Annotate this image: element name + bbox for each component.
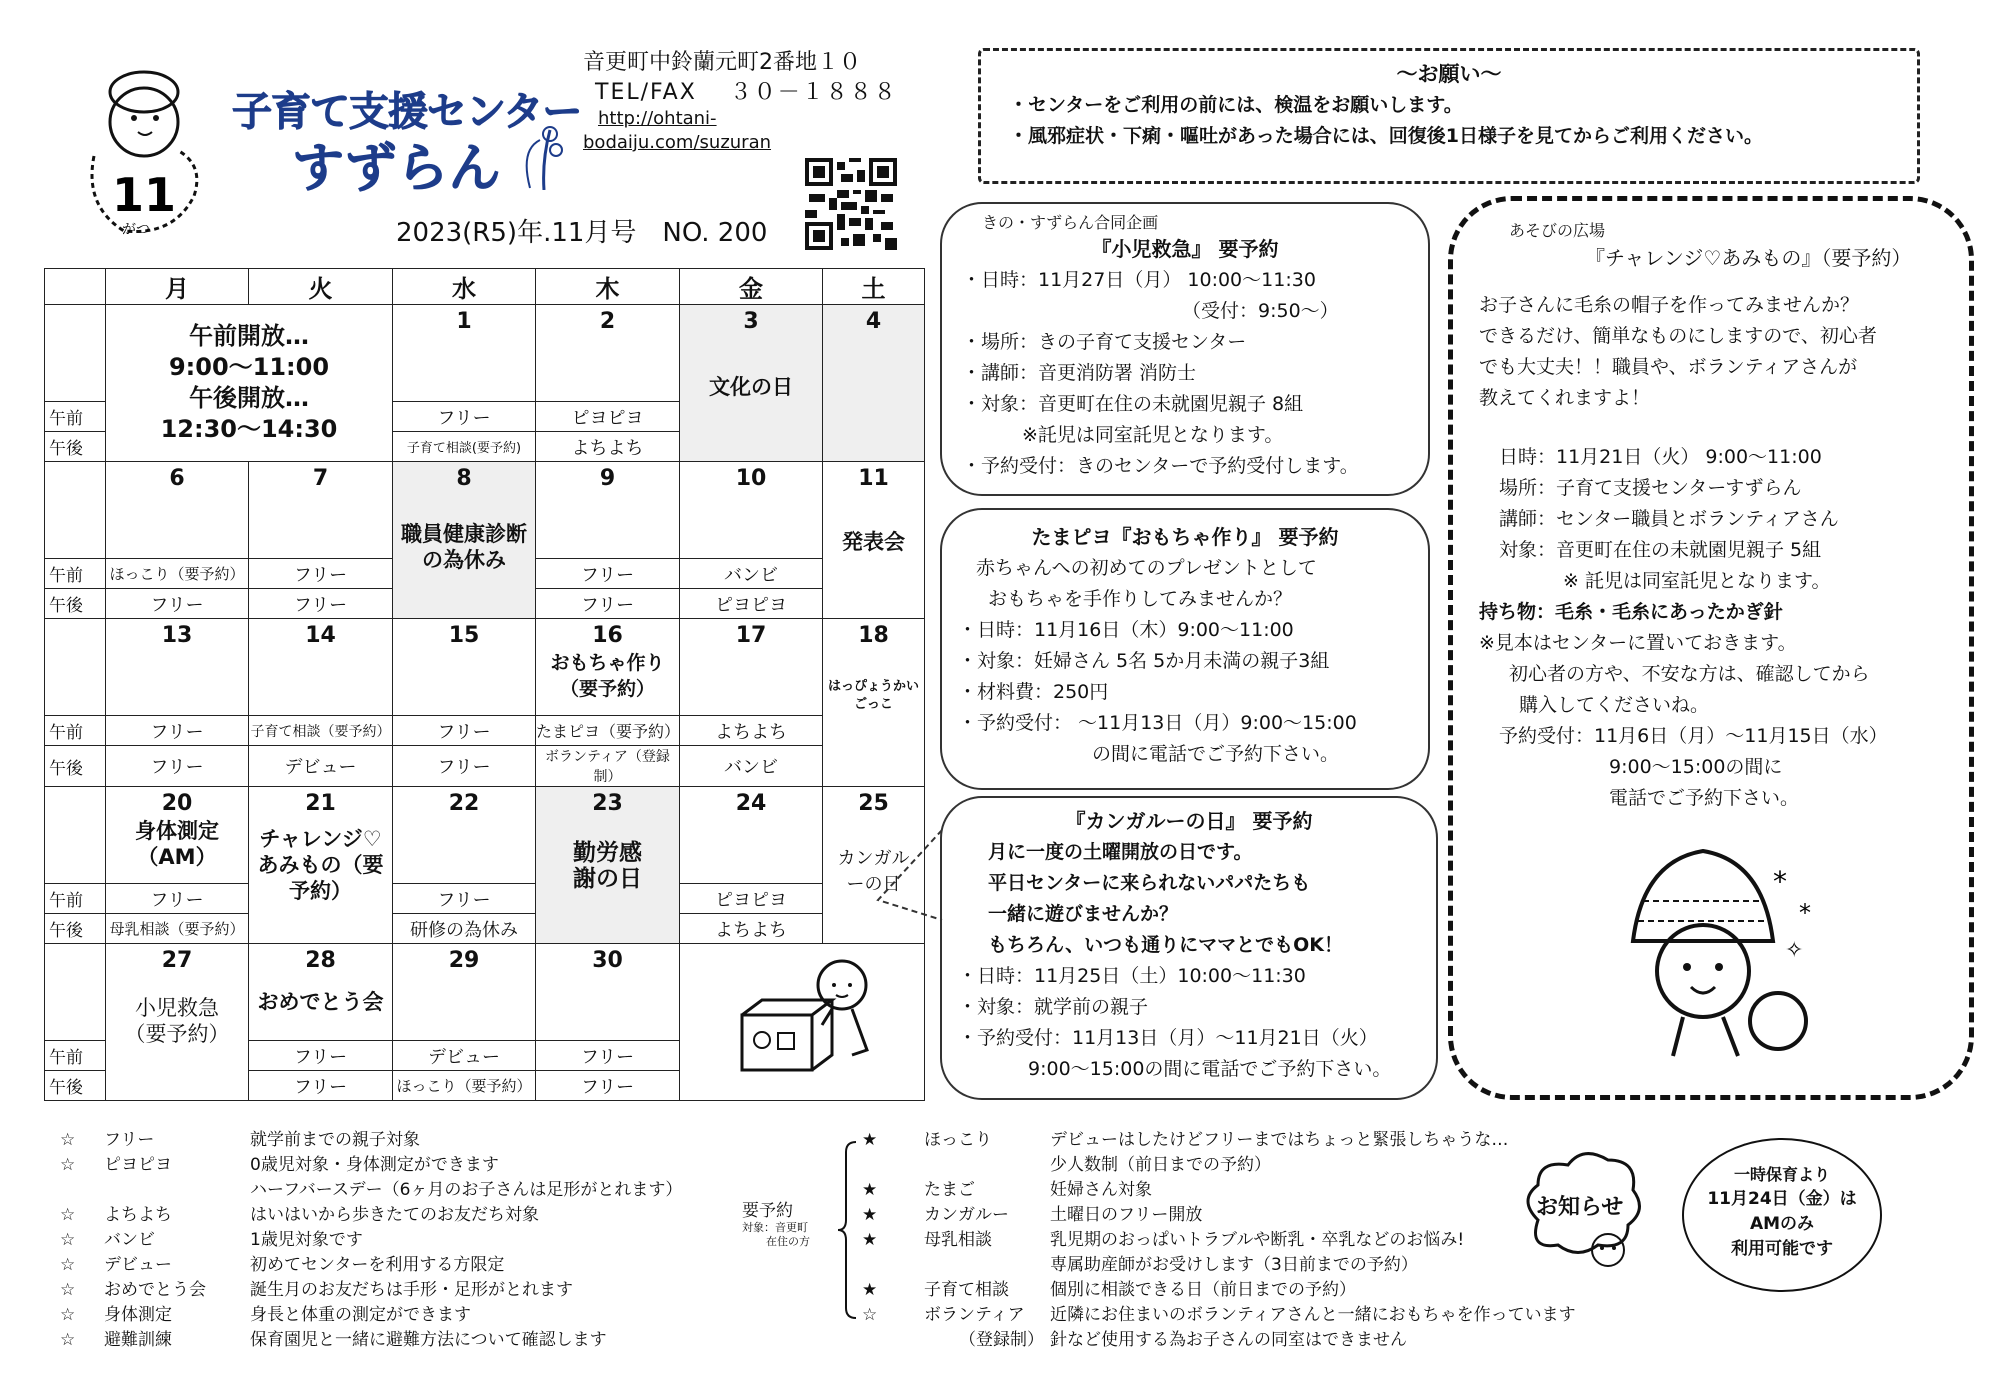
legend-row bbox=[862, 1228, 1576, 1253]
am-label: 午前 bbox=[45, 559, 106, 589]
website-link-1[interactable]: http://ohtani- bbox=[598, 108, 717, 129]
kangaroo-line: 月に一度の土曜開放の日です。 bbox=[988, 841, 1253, 863]
day-cell bbox=[393, 619, 536, 716]
day-number: 16 bbox=[592, 623, 623, 648]
kyukyu-line: きの・すずらん合同企画 bbox=[982, 213, 1159, 232]
legend-name: 母乳相談 bbox=[924, 1230, 992, 1250]
asobi-line: 講師：センター職員とボランティアさん bbox=[1499, 508, 1839, 530]
address-line: 音更町中鈴蘭元町2番地１０ bbox=[583, 50, 861, 75]
legend-name: おめでとう会 bbox=[104, 1280, 206, 1300]
kyukyu-line: ・場所：きの子育て支援センター bbox=[962, 331, 1247, 353]
legend-name: （登録制） bbox=[959, 1330, 1044, 1350]
label-blank bbox=[45, 305, 106, 402]
corner-cell bbox=[45, 269, 106, 305]
pm-slot: バンビ bbox=[680, 746, 823, 787]
asobi-line: 持ち物：毛糸・毛糸にあったかぎ針 bbox=[1479, 601, 1783, 623]
am-label: 午前 bbox=[45, 402, 106, 432]
am-slot: デビュー bbox=[393, 1041, 536, 1071]
day-number: 17 bbox=[735, 623, 767, 648]
legend-name: カンガルー bbox=[924, 1205, 1009, 1225]
oshirase-bubble bbox=[1682, 1138, 1882, 1292]
asobi-line: 予約受付：11月6日（月）～11月15日（水） bbox=[1499, 725, 1888, 747]
asobi-line: 9:00～15:00の間に bbox=[1609, 756, 1783, 778]
day-event: 発表会 bbox=[842, 530, 905, 554]
am-slot: よちよち bbox=[680, 716, 823, 746]
am-slot: フリー bbox=[106, 884, 249, 914]
day-event: 職員健康診断の為休み bbox=[401, 522, 527, 572]
opening-pm-label: 午後開放… bbox=[189, 384, 309, 412]
day-cell bbox=[680, 787, 823, 884]
day-cell bbox=[249, 619, 393, 716]
asobi-box bbox=[1448, 196, 1974, 1100]
oshirase-cloud-icon bbox=[1508, 1140, 1648, 1280]
day-number: 18 bbox=[858, 623, 889, 648]
am-slot: フリー bbox=[393, 884, 536, 914]
day-cell bbox=[680, 619, 823, 716]
legend-row bbox=[60, 1153, 682, 1178]
legend-desc: 針など使用する為お子さんの同室はできません bbox=[1050, 1330, 1407, 1350]
legend-desc: 誕生月のお友だちは手形・足形がとれます bbox=[250, 1280, 573, 1300]
day-cell bbox=[680, 462, 823, 559]
day-cell-holiday bbox=[536, 787, 680, 944]
legend-desc: 個別に相談できる日（前日までの予約） bbox=[1050, 1280, 1356, 1300]
asobi-line: できるだけ、簡単なものにしますので、初心者 bbox=[1479, 325, 1877, 347]
legend-row bbox=[862, 1203, 1576, 1228]
pm-slot: フリー bbox=[536, 1071, 680, 1101]
day-number: 4 bbox=[865, 309, 882, 334]
day-number: 9 bbox=[599, 466, 616, 491]
kyukyu-box bbox=[940, 202, 1430, 496]
oshirase-badge: お知らせ bbox=[1536, 1195, 1624, 1220]
kyukyu-line: ・対象：音更町在住の未就園児親子 8組 bbox=[962, 393, 1304, 415]
opening-pm-hours: 12:30～14:30 bbox=[160, 415, 338, 443]
legend-name: たまご bbox=[924, 1180, 975, 1200]
pm-label: 午後 bbox=[45, 589, 106, 619]
kangaroo-line: 一緒に遊びませんか？ bbox=[988, 903, 1179, 925]
legend-row bbox=[60, 1303, 682, 1328]
website-link-2[interactable]: bodaiju.com/suzuran bbox=[583, 132, 772, 153]
omocha-line: 赤ちゃんへの初めてのプレゼントとして bbox=[976, 557, 1317, 579]
kyukyu-line: ・日時：11月27日（月） 10:00～11:30 bbox=[962, 269, 1316, 291]
day-cell bbox=[106, 944, 249, 1101]
day-cell bbox=[249, 944, 393, 1041]
svg-text:✧: ✧ bbox=[1785, 938, 1804, 963]
day-cell bbox=[536, 944, 680, 1041]
oshirase-line: 一時保育より bbox=[1733, 1165, 1830, 1184]
kangaroo-line: もちろん、いつも通りにママとでもOK！ bbox=[988, 934, 1344, 956]
legend-desc: デビューはしたけどフリーまではちょっと緊張しちゃうな… bbox=[1050, 1130, 1509, 1150]
notice-title: ～お願い～ bbox=[1396, 62, 1502, 86]
day-event: 勤労感謝の日 bbox=[573, 840, 642, 892]
star-filled-icon: ★ bbox=[862, 1130, 878, 1150]
am-slot: フリー bbox=[393, 402, 536, 432]
legend-row bbox=[862, 1278, 1576, 1303]
yoyaku-sub: 在住の方 bbox=[766, 1235, 810, 1248]
am-slot: ほっこり（要予約） bbox=[106, 559, 249, 589]
oshirase-line: 11月24日（金）は bbox=[1707, 1189, 1857, 1209]
legend-desc: 妊婦さん対象 bbox=[1050, 1180, 1152, 1200]
legend-row bbox=[60, 1253, 682, 1278]
notice-line: ・風邪症状・下痢・嘔吐があった場合には、回復後1日様子を見てからご利用ください。 bbox=[1009, 125, 1764, 147]
kangaroo-line: ・予約受付：11月13日（月）～11月21日（火） bbox=[958, 1027, 1378, 1049]
day-cell bbox=[536, 305, 680, 402]
day-number: 30 bbox=[592, 948, 623, 973]
label-blank bbox=[45, 619, 106, 716]
day-number: 2 bbox=[599, 309, 616, 334]
kyukyu-line: ・講師：音更消防署 消防士 bbox=[962, 362, 1197, 384]
notice-box bbox=[978, 48, 1920, 184]
center-title-line2: すずらん bbox=[292, 139, 501, 199]
legend-desc: 専属助産師がお受けします（3日前までの予約） bbox=[1050, 1255, 1418, 1275]
omocha-box bbox=[940, 508, 1430, 790]
legend-desc: 少人数制（前日までの予約） bbox=[1050, 1155, 1271, 1175]
am-slot: 子育て相談（要予約） bbox=[249, 716, 393, 746]
day-number: 22 bbox=[448, 791, 480, 816]
weekday-fri: 金 bbox=[680, 269, 823, 305]
legend-name: フリー bbox=[104, 1130, 155, 1150]
day-cell bbox=[393, 944, 536, 1041]
asobi-line: 初心者の方や、不安な方は、確認してから bbox=[1509, 663, 1870, 685]
weekday-tue: 火 bbox=[249, 269, 393, 305]
mascot-illustration bbox=[54, 56, 224, 236]
kangaroo-line: ・日時：11月25日（土）10:00～11:30 bbox=[958, 965, 1306, 987]
day-number: 1 bbox=[456, 309, 472, 334]
day-cell bbox=[536, 462, 680, 559]
day-cell bbox=[249, 462, 393, 559]
yoyaku-sub: 対象：音更町 bbox=[742, 1221, 808, 1234]
label-blank bbox=[45, 462, 106, 559]
opening-hours bbox=[106, 305, 393, 462]
day-number: 11 bbox=[858, 466, 889, 491]
legend-desc: はいはいから歩きたてのお友だち対象 bbox=[250, 1205, 539, 1225]
weekday-wed: 水 bbox=[393, 269, 536, 305]
asobi-header: あそびの広場 bbox=[1509, 221, 1606, 240]
day-cell-closed bbox=[393, 462, 536, 619]
day-number: 6 bbox=[169, 466, 185, 491]
asobi-line: 購入してくださいね。 bbox=[1519, 694, 1710, 716]
legend-desc: 初めてセンターを利用する方限定 bbox=[250, 1255, 505, 1275]
day-number: 10 bbox=[735, 466, 767, 491]
asobi-title: 『チャレンジ♡あみもの』（要予約） bbox=[1585, 246, 1912, 270]
opening-am-label: 午前開放… bbox=[189, 322, 309, 350]
day-event: 身体測定（AM） bbox=[135, 819, 219, 869]
legend-row bbox=[862, 1303, 1576, 1328]
day-number: 27 bbox=[161, 948, 193, 973]
legend-name: 子育て相談 bbox=[924, 1280, 1009, 1300]
yoyaku-text: 要予約 bbox=[742, 1201, 793, 1221]
day-number: 15 bbox=[448, 623, 480, 648]
kyukyu-line: ・予約受付：きのセンターで予約受付します。 bbox=[962, 455, 1359, 477]
month-mark: 11 bbox=[112, 168, 177, 222]
label-blank bbox=[45, 787, 106, 884]
day-cell-saturday bbox=[823, 462, 925, 619]
knit-hat-child-illustration bbox=[1573, 841, 1833, 1065]
weekday-mon: 月 bbox=[106, 269, 249, 305]
svg-text:*: * bbox=[1799, 899, 1811, 927]
asobi-line: 場所：子育て支援センターすずらん bbox=[1499, 477, 1802, 499]
omocha-line: ・予約受付： ～11月13日（月）9:00～15:00 bbox=[958, 712, 1357, 734]
tel-line: TEL/FAX ３０－１８８８ bbox=[595, 80, 898, 105]
kyukyu-line: （受付：9:50～） bbox=[1182, 300, 1339, 322]
notice-line: ・センターをご利用の前には、検温をお願いします。 bbox=[1009, 94, 1463, 116]
legend-desc: 土曜日のフリー開放 bbox=[1050, 1205, 1203, 1225]
legend-name: ボランティア bbox=[924, 1305, 1025, 1325]
legend-desc: 近隣にお住まいのボランティアさんと一緒におもちゃを作っています bbox=[1050, 1305, 1576, 1325]
legend-name: 身体測定 bbox=[104, 1305, 172, 1325]
day-event: チャレンジ♡あみもの（要予約） bbox=[257, 827, 384, 903]
kangaroo-line: ・対象：就学前の親子 bbox=[958, 996, 1149, 1018]
pm-slot: フリー bbox=[249, 589, 393, 619]
day-number: 8 bbox=[456, 466, 472, 491]
omocha-line: ・日時：11月16日（木）9:00～11:00 bbox=[958, 619, 1294, 641]
day-number: 28 bbox=[305, 948, 336, 973]
kangaroo-line: 平日センターに来られないパパたちも bbox=[988, 872, 1311, 894]
am-slot: たまピヨ（要予約） bbox=[536, 716, 680, 746]
svg-text:*: * bbox=[1773, 865, 1787, 898]
legend-row bbox=[60, 1278, 682, 1303]
day-cell bbox=[393, 787, 536, 884]
asobi-line: でも大丈夫！！職員や、ボランティアさんが bbox=[1479, 356, 1858, 378]
asobi-line: 日時：11月21日（火） 9:00～11:00 bbox=[1499, 446, 1822, 468]
legend-row bbox=[862, 1253, 1576, 1278]
lily-icon bbox=[520, 120, 568, 194]
star-outline-icon: ☆ bbox=[60, 1255, 76, 1275]
legend-row bbox=[60, 1203, 682, 1228]
legend-name: ピヨピヨ bbox=[104, 1155, 172, 1175]
legend-name: よちよち bbox=[104, 1205, 172, 1225]
bracket-icon bbox=[838, 1140, 858, 1324]
toy-illustration bbox=[680, 944, 925, 1101]
legend-row bbox=[862, 1328, 1576, 1353]
legend-desc: 乳児期のおっぱいトラブルや断乳・卒乳などのお悩み! bbox=[1050, 1230, 1465, 1250]
legend-row bbox=[60, 1328, 682, 1353]
asobi-line: ※見本はセンターに置いておきます。 bbox=[1479, 632, 1797, 654]
omocha-line: ・材料費：250円 bbox=[958, 681, 1109, 703]
day-event: 小児救急（要予約） bbox=[124, 996, 230, 1046]
legend-name: バンビ bbox=[104, 1230, 155, 1250]
kyukyu-line: ※託児は同室託児となります。 bbox=[1022, 424, 1284, 446]
pm-label: 午後 bbox=[45, 1071, 106, 1101]
legend-desc: 身長と体重の測定ができます bbox=[250, 1305, 471, 1325]
legend-name: 避難訓練 bbox=[104, 1330, 172, 1350]
oshirase-line: AMのみ bbox=[1749, 1214, 1815, 1234]
star-outline-icon: ☆ bbox=[60, 1130, 76, 1150]
pm-slot: よちよち bbox=[536, 432, 680, 462]
day-number: 13 bbox=[161, 623, 193, 648]
asobi-line: 電話でご予約下さい。 bbox=[1609, 787, 1800, 809]
oshirase-line: 利用可能です bbox=[1731, 1239, 1833, 1259]
pm-slot: ほっこり（要予約） bbox=[393, 1071, 536, 1101]
legend-desc: 就学前までの親子対象 bbox=[250, 1130, 420, 1150]
opening-am-hours: 9:00～11:00 bbox=[168, 353, 330, 381]
day-number: 20 bbox=[161, 791, 193, 816]
am-slot: ピヨピヨ bbox=[680, 884, 823, 914]
omocha-line: おもちゃを手作りしてみませんか？ bbox=[988, 588, 1293, 610]
legend-row bbox=[862, 1178, 1576, 1203]
star-filled-icon: ★ bbox=[862, 1180, 878, 1200]
legend-name: デビュー bbox=[104, 1255, 172, 1275]
pm-slot: フリー bbox=[106, 746, 249, 787]
asobi-line: お子さんに毛糸の帽子を作ってみませんか？ bbox=[1479, 294, 1860, 316]
am-label: 午前 bbox=[45, 884, 106, 914]
month-sub: がつ bbox=[122, 222, 150, 236]
omocha-line: ・対象：妊婦さん 5名 5か月未満の親子3組 bbox=[958, 650, 1330, 672]
legend-row bbox=[60, 1228, 682, 1253]
am-slot: ピヨピヨ bbox=[536, 402, 680, 432]
pm-label: 午後 bbox=[45, 914, 106, 944]
day-event: カンガルーの日 bbox=[837, 848, 910, 895]
day-cell bbox=[106, 787, 249, 884]
pm-label: 午後 bbox=[45, 432, 106, 462]
pm-slot: デビュー bbox=[249, 746, 393, 787]
omocha-title: たまピヨ『おもちゃ作り』 要予約 bbox=[1031, 525, 1339, 549]
am-slot: バンビ bbox=[680, 559, 823, 589]
weekday-sat: 土 bbox=[823, 269, 925, 305]
asobi-line: 対象：音更町在住の未就園児親子 5組 bbox=[1499, 539, 1822, 561]
day-number: 25 bbox=[858, 791, 889, 816]
legend-desc: 1歳児対象です bbox=[250, 1230, 363, 1250]
day-cell bbox=[536, 619, 680, 716]
issue-number: 2023(R5)年.11月号 NO. 200 bbox=[396, 218, 768, 248]
am-label: 午前 bbox=[45, 1041, 106, 1071]
day-number: 3 bbox=[743, 309, 759, 334]
pm-slot: フリー bbox=[536, 589, 680, 619]
day-event: はっぴょうかいごっこ bbox=[827, 679, 919, 712]
star-filled-icon: ★ bbox=[862, 1280, 878, 1300]
day-number: 14 bbox=[305, 623, 336, 648]
star-outline-icon: ☆ bbox=[60, 1305, 76, 1325]
legend-left bbox=[60, 1128, 682, 1353]
am-slot: フリー bbox=[536, 1041, 680, 1071]
asobi-line: ※ 託児は同室託児となります。 bbox=[1563, 570, 1831, 592]
day-cell bbox=[106, 619, 249, 716]
star-outline-icon: ☆ bbox=[60, 1205, 76, 1225]
star-filled-icon: ★ bbox=[862, 1205, 878, 1225]
day-number: 29 bbox=[448, 948, 480, 973]
am-label: 午前 bbox=[45, 716, 106, 746]
day-cell-saturday bbox=[823, 305, 925, 462]
pm-slot: フリー bbox=[249, 1071, 393, 1101]
day-number: 23 bbox=[592, 791, 623, 816]
november-calendar bbox=[44, 268, 925, 1101]
day-number: 7 bbox=[312, 466, 329, 491]
pm-slot: 子育て相談(要予約) bbox=[393, 432, 536, 462]
day-cell bbox=[106, 462, 249, 559]
day-cell bbox=[249, 787, 393, 944]
day-number: 24 bbox=[735, 791, 767, 816]
legend-row bbox=[862, 1153, 1576, 1178]
center-title-line1: 子育て支援センター bbox=[232, 89, 582, 135]
yoyaku-label bbox=[742, 1196, 810, 1249]
am-slot: フリー bbox=[249, 1041, 393, 1071]
day-event: 文化の日 bbox=[709, 375, 793, 399]
pm-slot: 研修の為休み bbox=[393, 914, 536, 944]
label-blank bbox=[45, 944, 106, 1041]
pm-slot: ボランティア（登録制） bbox=[536, 746, 680, 787]
pm-slot: 母乳相談（要予約） bbox=[106, 914, 249, 944]
am-slot: フリー bbox=[106, 716, 249, 746]
pm-label: 午後 bbox=[45, 746, 106, 787]
callout-pointer bbox=[876, 820, 946, 934]
weekday-thu: 木 bbox=[536, 269, 680, 305]
star-outline-icon: ☆ bbox=[60, 1280, 76, 1300]
day-cell-saturday bbox=[823, 619, 925, 787]
kangaroo-title: 『カンガルーの日』 要予約 bbox=[1065, 809, 1313, 833]
star-filled-icon: ★ bbox=[862, 1230, 878, 1250]
legend-row bbox=[60, 1128, 682, 1153]
pm-slot: ピヨピヨ bbox=[680, 589, 823, 619]
star-outline-icon: ☆ bbox=[862, 1305, 878, 1325]
legend-row bbox=[60, 1178, 682, 1203]
kangaroo-box bbox=[940, 796, 1438, 1100]
omocha-line: の間に電話でご予約下さい。 bbox=[1092, 743, 1340, 765]
pm-slot: よちよち bbox=[680, 914, 823, 944]
legend-desc: 0歳児対象・身体測定ができます bbox=[250, 1155, 499, 1175]
day-number: 21 bbox=[305, 791, 336, 816]
legend-desc: 保育園児と一緒に避難方法について確認します bbox=[250, 1330, 607, 1350]
qr-code-icon[interactable] bbox=[805, 158, 897, 250]
am-slot: フリー bbox=[249, 559, 393, 589]
address bbox=[583, 48, 898, 108]
legend-name: ほっこり bbox=[924, 1130, 992, 1150]
am-slot: フリー bbox=[393, 716, 536, 746]
day-event: おめでとう会 bbox=[257, 990, 384, 1014]
star-outline-icon: ☆ bbox=[60, 1155, 76, 1175]
day-event: おもちゃ作り（要予約） bbox=[550, 652, 665, 700]
day-cell bbox=[393, 305, 536, 402]
kyukyu-title: 『小児救急』 要予約 bbox=[1091, 237, 1279, 261]
pm-slot: フリー bbox=[106, 589, 249, 619]
legend-desc: ハーフバースデー（6ヶ月のお子さんは足形がとれます） bbox=[250, 1180, 683, 1200]
star-outline-icon: ☆ bbox=[60, 1230, 76, 1250]
star-outline-icon: ☆ bbox=[60, 1330, 76, 1350]
kangaroo-line: 9:00～15:00の間に電話でご予約下さい。 bbox=[1028, 1058, 1392, 1080]
day-cell-holiday bbox=[680, 305, 823, 462]
pm-slot: フリー bbox=[393, 746, 536, 787]
am-slot: フリー bbox=[536, 559, 680, 589]
legend-row bbox=[862, 1128, 1576, 1153]
asobi-line: 教えてくれますよ！ bbox=[1479, 387, 1651, 409]
legend-right bbox=[862, 1128, 1576, 1353]
